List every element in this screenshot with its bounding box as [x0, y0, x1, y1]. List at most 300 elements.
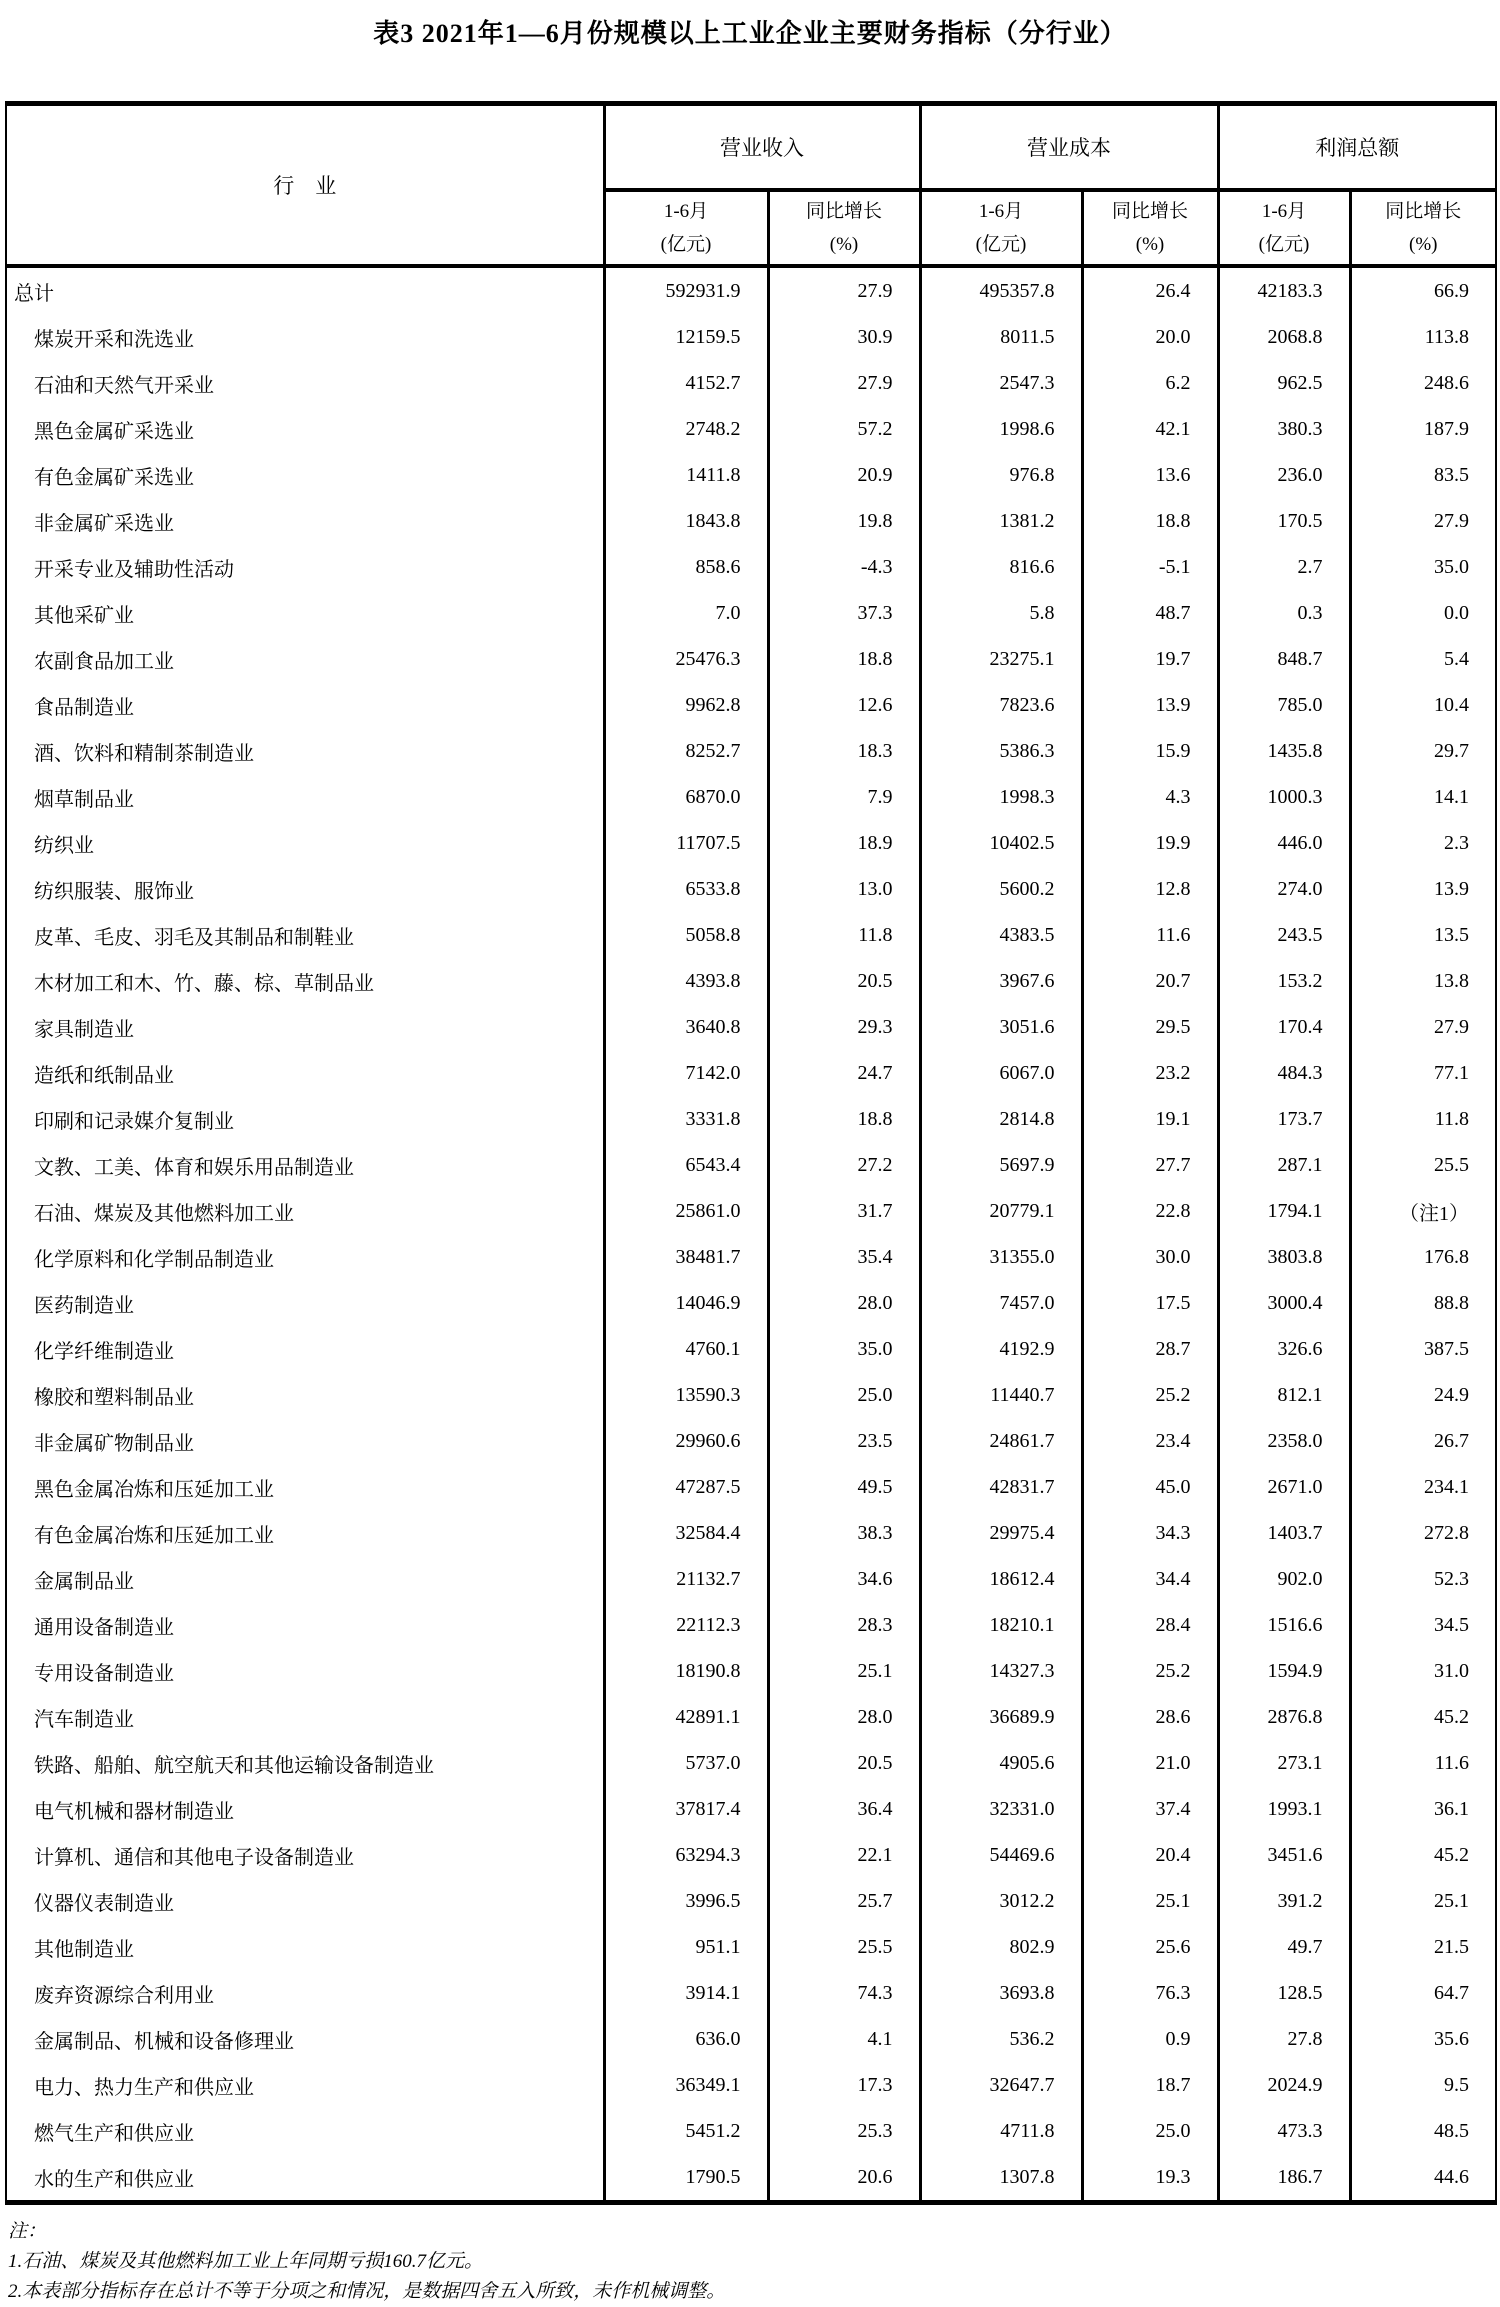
cost-growth-cell: 37.4	[1082, 1786, 1218, 1832]
table-row	[6, 1740, 1496, 1786]
cost-amount-cell: 4905.6	[920, 1740, 1082, 1786]
revenue-growth-cell: 57.2	[768, 406, 920, 452]
revenue-growth-cell: 25.0	[768, 1372, 920, 1418]
cost-growth-header	[1082, 190, 1218, 266]
industry-column-header: 行 业	[6, 104, 604, 267]
cost-growth-cell: 22.8	[1082, 1188, 1218, 1234]
table-row	[6, 866, 1496, 912]
cost-amount-cell: 10402.5	[920, 820, 1082, 866]
industry-name-cell: 汽车制造业	[34, 1708, 134, 1731]
cost-growth-cell: 28.7	[1082, 1326, 1218, 1372]
profit-growth-cell: 77.1	[1350, 1050, 1496, 1096]
group-header-operating-cost: 营业成本	[920, 104, 1218, 191]
profit-amount-cell: 2671.0	[1218, 1464, 1350, 1510]
table-row	[6, 544, 1496, 590]
cost-growth-cell: 28.6	[1082, 1694, 1218, 1740]
cost-amount-cell: 29975.4	[920, 1510, 1082, 1556]
profit-growth-cell: 11.6	[1350, 1740, 1496, 1786]
table-row	[6, 360, 1496, 406]
revenue-growth-cell: 18.8	[768, 636, 920, 682]
cost-growth-cell: 13.9	[1082, 682, 1218, 728]
cost-growth-cell: 4.3	[1082, 774, 1218, 820]
industry-name-cell: 橡胶和塑料制品业	[34, 1386, 194, 1409]
industry-name-cell: 纺织业	[34, 834, 94, 857]
industry-name-cell: 其他采矿业	[34, 604, 134, 627]
profit-growth-cell: 35.6	[1350, 2016, 1496, 2062]
profit-amount-cell: 2068.8	[1218, 314, 1350, 360]
profit-growth-cell: 45.2	[1350, 1694, 1496, 1740]
cost-amount-cell: 5.8	[920, 590, 1082, 636]
profit-growth-cell: 21.5	[1350, 1924, 1496, 1970]
industry-name-cell: 其他制造业	[34, 1938, 134, 1961]
table-body	[6, 266, 1496, 2203]
sub-header-period: 1-6月	[663, 200, 709, 222]
revenue-amount-cell: 42891.1	[604, 1694, 768, 1740]
table-row	[6, 314, 1496, 360]
cost-growth-cell: 45.0	[1082, 1464, 1218, 1510]
industry-name-cell: 皮革、毛皮、羽毛及其制品和制鞋业	[34, 926, 354, 949]
revenue-amount-cell: 12159.5	[604, 314, 768, 360]
profit-amount-cell: 473.3	[1218, 2108, 1350, 2154]
profit-growth-cell: 27.9	[1350, 498, 1496, 544]
profit-growth-header	[1350, 190, 1496, 266]
cost-growth-cell: 19.7	[1082, 636, 1218, 682]
profit-amount-cell: 812.1	[1218, 1372, 1350, 1418]
profit-amount-cell: 785.0	[1218, 682, 1350, 728]
industry-name-cell: 家具制造业	[34, 1018, 134, 1041]
cost-amount-cell: 5600.2	[920, 866, 1082, 912]
sub-header-percent: (%)	[1135, 234, 1165, 255]
cost-amount-cell: 1998.6	[920, 406, 1082, 452]
cost-growth-cell: -5.1	[1082, 544, 1218, 590]
table-row	[6, 1510, 1496, 1556]
profit-amount-cell: 27.8	[1218, 2016, 1350, 2062]
cost-amount-cell: 31355.0	[920, 1234, 1082, 1280]
industry-name-cell: 计算机、通信和其他电子设备制造业	[34, 1846, 354, 1869]
table-row	[6, 1832, 1496, 1878]
industry-name-cell: 通用设备制造业	[34, 1616, 174, 1639]
profit-growth-cell: 52.3	[1350, 1556, 1496, 1602]
profit-amount-cell: 1435.8	[1218, 728, 1350, 774]
sub-header-period: 1-6月	[1261, 200, 1307, 222]
table-row	[6, 590, 1496, 636]
cost-growth-cell: 34.4	[1082, 1556, 1218, 1602]
cost-amount-cell: 24861.7	[920, 1418, 1082, 1464]
revenue-amount-cell: 6533.8	[604, 866, 768, 912]
table-row	[6, 452, 1496, 498]
revenue-amount-cell: 37817.4	[604, 1786, 768, 1832]
revenue-amount-cell: 63294.3	[604, 1832, 768, 1878]
revenue-amount-cell: 3640.8	[604, 1004, 768, 1050]
revenue-amount-cell: 32584.4	[604, 1510, 768, 1556]
table-row	[6, 1464, 1496, 1510]
sub-header-percent: (%)	[829, 234, 859, 255]
financial-indicators-table	[5, 101, 1497, 2205]
revenue-growth-cell: 36.4	[768, 1786, 920, 1832]
page-title: 表3 2021年1—6月份规模以上工业企业主要财务指标（分行业）	[373, 19, 1127, 48]
industry-name-cell: 金属制品、机械和设备修理业	[34, 2030, 294, 2053]
sub-header-growth: 同比增长	[805, 200, 882, 222]
industry-name-cell: 有色金属矿采选业	[34, 466, 194, 489]
industry-name-cell: 非金属矿采选业	[34, 512, 174, 535]
cost-amount-cell: 32647.7	[920, 2062, 1082, 2108]
revenue-growth-cell: 27.9	[768, 266, 920, 314]
cost-amount-cell: 976.8	[920, 452, 1082, 498]
profit-growth-cell: 29.7	[1350, 728, 1496, 774]
cost-growth-cell: 0.9	[1082, 2016, 1218, 2062]
revenue-amount-cell: 25476.3	[604, 636, 768, 682]
industry-name-cell: 纺织服装、服饰业	[34, 880, 194, 903]
cost-growth-cell: 30.0	[1082, 1234, 1218, 1280]
profit-growth-cell: 10.4	[1350, 682, 1496, 728]
profit-amount-cell: 962.5	[1218, 360, 1350, 406]
industry-name-cell: 非金属矿物制品业	[34, 1432, 194, 1455]
cost-amount-header	[920, 190, 1082, 266]
revenue-growth-cell: 38.3	[768, 1510, 920, 1556]
table-row	[6, 1556, 1496, 1602]
table-row	[6, 636, 1496, 682]
revenue-growth-cell: 18.9	[768, 820, 920, 866]
profit-amount-cell: 0.3	[1218, 590, 1350, 636]
revenue-growth-cell: 7.9	[768, 774, 920, 820]
revenue-growth-cell: 24.7	[768, 1050, 920, 1096]
revenue-amount-cell: 1843.8	[604, 498, 768, 544]
industry-name-cell: 总计	[14, 282, 54, 305]
industry-name-cell: 水的生产和供应业	[34, 2168, 194, 2191]
table-row	[6, 820, 1496, 866]
profit-growth-cell: 176.8	[1350, 1234, 1496, 1280]
profit-growth-cell: 25.5	[1350, 1142, 1496, 1188]
profit-amount-cell: 1594.9	[1218, 1648, 1350, 1694]
profit-amount-cell: 2358.0	[1218, 1418, 1350, 1464]
cost-amount-cell: 536.2	[920, 2016, 1082, 2062]
profit-amount-cell: 3000.4	[1218, 1280, 1350, 1326]
cost-growth-cell: 11.6	[1082, 912, 1218, 958]
cost-growth-cell: 23.2	[1082, 1050, 1218, 1096]
revenue-amount-cell: 38481.7	[604, 1234, 768, 1280]
revenue-amount-cell: 5058.8	[604, 912, 768, 958]
revenue-amount-cell: 4393.8	[604, 958, 768, 1004]
profit-amount-cell: 170.5	[1218, 498, 1350, 544]
industry-name-cell: 开采专业及辅助性活动	[34, 558, 234, 581]
profit-growth-cell: （注1）	[1350, 1188, 1496, 1234]
profit-growth-cell: 31.0	[1350, 1648, 1496, 1694]
profit-growth-cell: 2.3	[1350, 820, 1496, 866]
table-row	[6, 266, 1496, 314]
cost-growth-cell: 29.5	[1082, 1004, 1218, 1050]
industry-name-cell: 电气机械和器材制造业	[34, 1800, 234, 1823]
table-row	[6, 958, 1496, 1004]
profit-amount-cell: 170.4	[1218, 1004, 1350, 1050]
revenue-amount-cell: 5451.2	[604, 2108, 768, 2154]
table-row	[6, 1924, 1496, 1970]
cost-growth-cell: 25.2	[1082, 1648, 1218, 1694]
profit-amount-cell: 380.3	[1218, 406, 1350, 452]
profit-amount-cell: 42183.3	[1218, 266, 1350, 314]
cost-growth-cell: 25.0	[1082, 2108, 1218, 2154]
table-row	[6, 1280, 1496, 1326]
cost-amount-cell: 23275.1	[920, 636, 1082, 682]
cost-amount-cell: 36689.9	[920, 1694, 1082, 1740]
profit-amount-cell: 1993.1	[1218, 1786, 1350, 1832]
profit-growth-cell: 248.6	[1350, 360, 1496, 406]
revenue-amount-cell: 18190.8	[604, 1648, 768, 1694]
profit-growth-cell: 36.1	[1350, 1786, 1496, 1832]
table-row	[6, 1970, 1496, 2016]
revenue-growth-cell: 28.0	[768, 1280, 920, 1326]
table-row	[6, 2016, 1496, 2062]
profit-amount-cell: 173.7	[1218, 1096, 1350, 1142]
revenue-growth-cell: 34.6	[768, 1556, 920, 1602]
table-row	[6, 2062, 1496, 2108]
revenue-growth-cell: 27.2	[768, 1142, 920, 1188]
industry-name-cell: 木材加工和木、竹、藤、棕、草制品业	[34, 972, 374, 995]
revenue-amount-cell: 13590.3	[604, 1372, 768, 1418]
footnotes	[8, 2217, 1495, 2307]
cost-growth-cell: 25.2	[1082, 1372, 1218, 1418]
table-row	[6, 1418, 1496, 1464]
profit-amount-cell: 273.1	[1218, 1740, 1350, 1786]
cost-growth-cell: 28.4	[1082, 1602, 1218, 1648]
profit-amount-cell: 128.5	[1218, 1970, 1350, 2016]
cost-amount-cell: 3051.6	[920, 1004, 1082, 1050]
revenue-amount-cell: 22112.3	[604, 1602, 768, 1648]
profit-amount-cell: 848.7	[1218, 636, 1350, 682]
profit-amount-cell: 2024.9	[1218, 2062, 1350, 2108]
sub-header-unit: (亿元)	[660, 234, 712, 255]
revenue-growth-cell: 28.0	[768, 1694, 920, 1740]
profit-amount-cell: 49.7	[1218, 1924, 1350, 1970]
cost-growth-cell: 76.3	[1082, 1970, 1218, 2016]
cost-growth-cell: 42.1	[1082, 406, 1218, 452]
profit-growth-cell: 13.9	[1350, 866, 1496, 912]
cost-amount-cell: 20779.1	[920, 1188, 1082, 1234]
revenue-amount-cell: 14046.9	[604, 1280, 768, 1326]
industry-name-cell: 农副食品加工业	[34, 650, 174, 673]
profit-growth-cell: 34.5	[1350, 1602, 1496, 1648]
revenue-growth-header	[768, 190, 920, 266]
profit-growth-cell: 14.1	[1350, 774, 1496, 820]
cost-growth-cell: 6.2	[1082, 360, 1218, 406]
industry-name-cell: 铁路、船舶、航空航天和其他运输设备制造业	[34, 1754, 434, 1777]
revenue-amount-cell: 3996.5	[604, 1878, 768, 1924]
revenue-growth-cell: 20.5	[768, 958, 920, 1004]
profit-amount-cell: 3451.6	[1218, 1832, 1350, 1878]
revenue-growth-cell: 74.3	[768, 1970, 920, 2016]
cost-amount-cell: 14327.3	[920, 1648, 1082, 1694]
cost-amount-cell: 802.9	[920, 1924, 1082, 1970]
revenue-amount-cell: 6870.0	[604, 774, 768, 820]
revenue-growth-cell: 29.3	[768, 1004, 920, 1050]
revenue-growth-cell: 13.0	[768, 866, 920, 912]
cost-growth-cell: 12.8	[1082, 866, 1218, 912]
revenue-growth-cell: 20.6	[768, 2154, 920, 2203]
profit-amount-cell: 391.2	[1218, 1878, 1350, 1924]
revenue-amount-cell: 47287.5	[604, 1464, 768, 1510]
table-row	[6, 1142, 1496, 1188]
cost-amount-cell: 32331.0	[920, 1786, 1082, 1832]
revenue-amount-cell: 9962.8	[604, 682, 768, 728]
cost-amount-cell: 5697.9	[920, 1142, 1082, 1188]
profit-amount-cell: 2876.8	[1218, 1694, 1350, 1740]
table-row	[6, 1694, 1496, 1740]
industry-name-cell: 燃气生产和供应业	[34, 2122, 194, 2145]
cost-growth-cell: 18.7	[1082, 2062, 1218, 2108]
revenue-growth-cell: 31.7	[768, 1188, 920, 1234]
revenue-growth-cell: 12.6	[768, 682, 920, 728]
industry-name-cell: 有色金属冶炼和压延加工业	[34, 1524, 274, 1547]
profit-growth-cell: 0.0	[1350, 590, 1496, 636]
revenue-amount-cell: 858.6	[604, 544, 768, 590]
industry-name-cell: 煤炭开采和洗选业	[34, 328, 194, 351]
table-row	[6, 728, 1496, 774]
profit-growth-cell: 24.9	[1350, 1372, 1496, 1418]
cost-amount-cell: 2547.3	[920, 360, 1082, 406]
sub-header-percent: (%)	[1409, 234, 1438, 255]
revenue-amount-cell: 36349.1	[604, 2062, 768, 2108]
revenue-growth-cell: 4.1	[768, 2016, 920, 2062]
revenue-growth-cell: 27.9	[768, 360, 920, 406]
cost-amount-cell: 4711.8	[920, 2108, 1082, 2154]
cost-growth-cell: 17.5	[1082, 1280, 1218, 1326]
revenue-amount-cell: 11707.5	[604, 820, 768, 866]
profit-amount-header	[1218, 190, 1350, 266]
cost-amount-cell: 11440.7	[920, 1372, 1082, 1418]
industry-name-cell: 医药制造业	[34, 1294, 134, 1317]
table-row	[6, 1602, 1496, 1648]
profit-growth-cell: 35.0	[1350, 544, 1496, 590]
table-row	[6, 682, 1496, 728]
revenue-growth-cell: 25.7	[768, 1878, 920, 1924]
industry-name-cell: 造纸和纸制品业	[34, 1064, 174, 1087]
profit-amount-cell: 153.2	[1218, 958, 1350, 1004]
revenue-growth-cell: 49.5	[768, 1464, 920, 1510]
revenue-growth-cell: 30.9	[768, 314, 920, 360]
profit-growth-cell: 66.9	[1350, 266, 1496, 314]
revenue-growth-cell: 17.3	[768, 2062, 920, 2108]
industry-name-cell: 电力、热力生产和供应业	[34, 2076, 254, 2099]
cost-amount-cell: 3967.6	[920, 958, 1082, 1004]
revenue-amount-cell: 951.1	[604, 1924, 768, 1970]
sub-header-period: 1-6月	[978, 200, 1024, 222]
profit-growth-cell: 5.4	[1350, 636, 1496, 682]
profit-growth-cell: 13.8	[1350, 958, 1496, 1004]
revenue-amount-cell: 592931.9	[604, 266, 768, 314]
profit-amount-cell: 446.0	[1218, 820, 1350, 866]
revenue-growth-cell: 35.4	[768, 1234, 920, 1280]
profit-growth-cell: 387.5	[1350, 1326, 1496, 1372]
group-header-total-profit: 利润总额	[1218, 104, 1496, 191]
revenue-growth-cell: 18.3	[768, 728, 920, 774]
revenue-amount-cell: 3331.8	[604, 1096, 768, 1142]
footnote-line: 1.石油、煤炭及其他燃料加工业上年同期亏损160.7亿元。	[8, 2251, 484, 2273]
revenue-growth-cell: 19.8	[768, 498, 920, 544]
industry-name-cell: 黑色金属冶炼和压延加工业	[34, 1478, 274, 1501]
profit-growth-cell: 187.9	[1350, 406, 1496, 452]
revenue-growth-cell: 25.3	[768, 2108, 920, 2154]
cost-amount-cell: 42831.7	[920, 1464, 1082, 1510]
revenue-amount-cell: 5737.0	[604, 1740, 768, 1786]
profit-amount-cell: 274.0	[1218, 866, 1350, 912]
cost-growth-cell: 48.7	[1082, 590, 1218, 636]
revenue-amount-cell: 636.0	[604, 2016, 768, 2062]
cost-amount-cell: 1307.8	[920, 2154, 1082, 2203]
revenue-amount-cell: 6543.4	[604, 1142, 768, 1188]
cost-amount-cell: 18210.1	[920, 1602, 1082, 1648]
table-row	[6, 498, 1496, 544]
cost-amount-cell: 6067.0	[920, 1050, 1082, 1096]
profit-growth-cell: 25.1	[1350, 1878, 1496, 1924]
table-row	[6, 1372, 1496, 1418]
cost-amount-cell: 7457.0	[920, 1280, 1082, 1326]
industry-name-cell: 化学纤维制造业	[34, 1340, 174, 1363]
table-row	[6, 2154, 1496, 2203]
profit-growth-cell: 45.2	[1350, 1832, 1496, 1878]
profit-growth-cell: 26.7	[1350, 1418, 1496, 1464]
industry-name-cell: 烟草制品业	[34, 788, 134, 811]
industry-name-cell: 仪器仪表制造业	[34, 1892, 174, 1915]
table-row	[6, 1878, 1496, 1924]
profit-growth-cell: 113.8	[1350, 314, 1496, 360]
cost-amount-cell: 4383.5	[920, 912, 1082, 958]
revenue-amount-cell: 1411.8	[604, 452, 768, 498]
profit-growth-cell: 88.8	[1350, 1280, 1496, 1326]
revenue-amount-cell: 25861.0	[604, 1188, 768, 1234]
table-row	[6, 1188, 1496, 1234]
revenue-amount-cell: 1790.5	[604, 2154, 768, 2203]
sub-header-unit: (亿元)	[1258, 234, 1310, 255]
cost-growth-cell: 19.9	[1082, 820, 1218, 866]
revenue-growth-cell: 18.8	[768, 1096, 920, 1142]
revenue-amount-header	[604, 190, 768, 266]
industry-name-cell: 废弃资源综合利用业	[34, 1984, 214, 2007]
revenue-growth-cell: 20.9	[768, 452, 920, 498]
cost-amount-cell: 5386.3	[920, 728, 1082, 774]
sub-header-growth: 同比增长	[1385, 200, 1462, 222]
revenue-growth-cell: 20.5	[768, 1740, 920, 1786]
table-row	[6, 774, 1496, 820]
table-row	[6, 1648, 1496, 1694]
industry-name-cell: 石油、煤炭及其他燃料加工业	[34, 1202, 294, 1225]
profit-growth-cell: 27.9	[1350, 1004, 1496, 1050]
industry-name-cell: 酒、饮料和精制茶制造业	[34, 742, 254, 765]
table-row	[6, 406, 1496, 452]
profit-amount-cell: 1794.1	[1218, 1188, 1350, 1234]
revenue-amount-cell: 7.0	[604, 590, 768, 636]
industry-name-cell: 化学原料和化学制品制造业	[34, 1248, 274, 1271]
footnote-label: 注：	[8, 2221, 47, 2242]
sub-header-growth: 同比增长	[1111, 200, 1188, 222]
cost-growth-cell: 25.6	[1082, 1924, 1218, 1970]
profit-amount-cell: 186.7	[1218, 2154, 1350, 2203]
revenue-growth-cell: 11.8	[768, 912, 920, 958]
table-row	[6, 1786, 1496, 1832]
table-row	[6, 912, 1496, 958]
profit-growth-cell: 9.5	[1350, 2062, 1496, 2108]
industry-name-cell: 印刷和记录媒介复制业	[34, 1110, 234, 1133]
cost-amount-cell: 4192.9	[920, 1326, 1082, 1372]
table-row	[6, 1050, 1496, 1096]
revenue-amount-cell: 3914.1	[604, 1970, 768, 2016]
cost-amount-cell: 18612.4	[920, 1556, 1082, 1602]
cost-growth-cell: 15.9	[1082, 728, 1218, 774]
industry-name-cell: 金属制品业	[34, 1570, 134, 1593]
industry-name-cell: 黑色金属矿采选业	[34, 420, 194, 443]
cost-growth-cell: 18.8	[1082, 498, 1218, 544]
cost-growth-cell: 20.7	[1082, 958, 1218, 1004]
cost-amount-cell: 7823.6	[920, 682, 1082, 728]
industry-name-cell: 文教、工美、体育和娱乐用品制造业	[34, 1156, 354, 1179]
